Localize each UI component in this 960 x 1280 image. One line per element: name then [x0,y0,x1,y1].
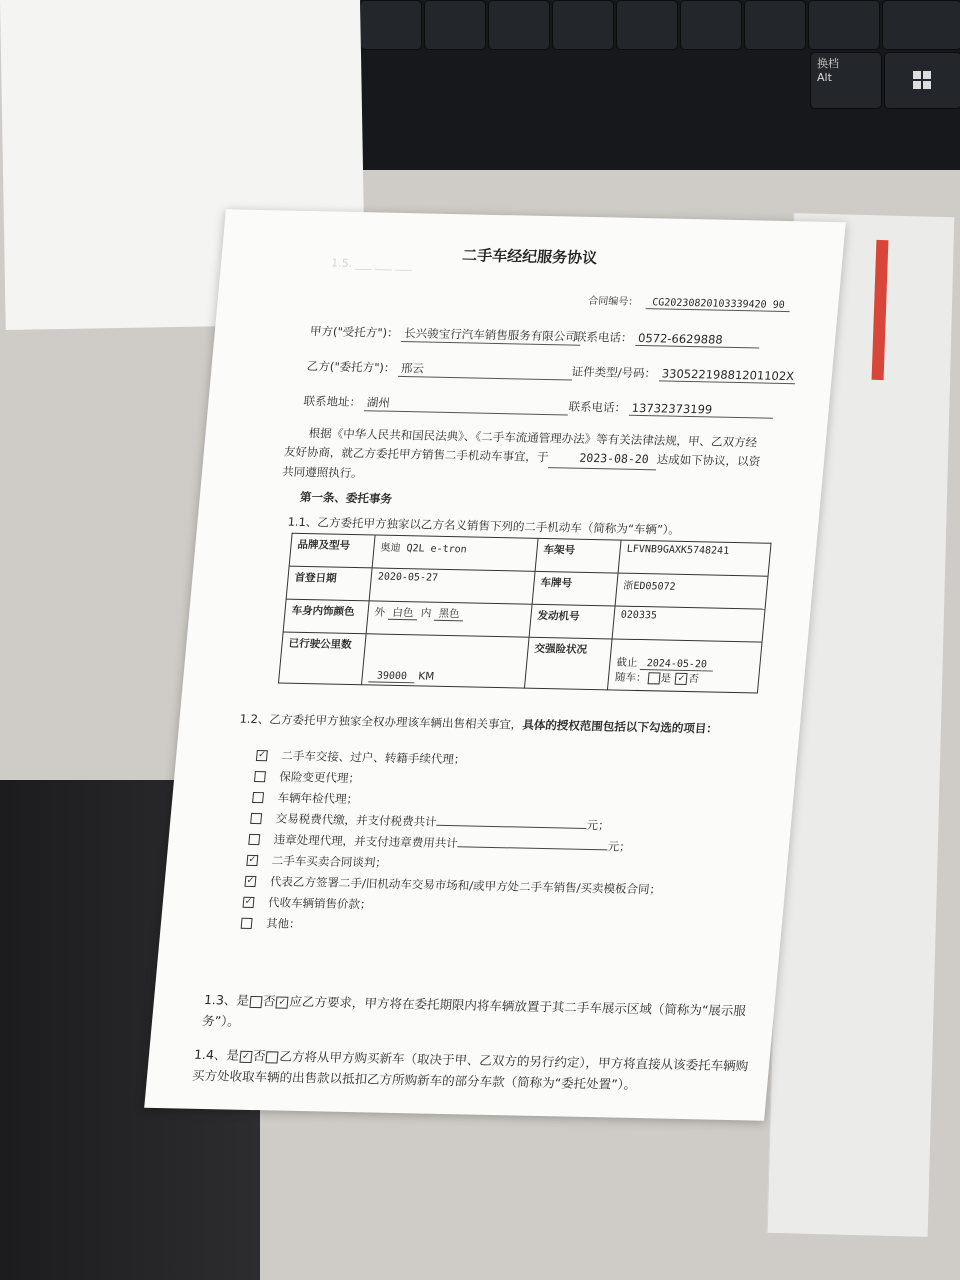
table-row [279,632,763,693]
checkbox-no: ✓ [675,673,688,685]
plate-value: 浙ED05072 [615,573,768,609]
checkbox [254,771,266,782]
contract-number: 合同编号： CG20230820103339420 90 [588,292,792,311]
id-row: 证件类型/号码： 33052219881201102X [571,364,795,384]
clause-1-4: 1.4、是 ✓ 否 乙方将从甲方购买新车（取决于甲、乙双方的另行约定），甲方将直接从该委托车辆购买方处收取车辆的出售款以抵扣乙方所购新车的部分车款（简称为“委托处置”）。 [191,1046,749,1093]
reg-date-value: 2020-05-27 [369,568,535,604]
key [744,0,806,50]
key [552,0,614,50]
address: 湖州 [364,394,569,415]
vehicle-table [278,533,772,694]
checkbox-no: ✓ [276,996,289,1008]
section-heading: 第一条、委托事务 [299,489,393,506]
mileage-value: 39000 KM [361,634,529,688]
mileage-label: 已行驶公里数 [279,632,367,685]
party-a-name: 长兴骏宝行汽车销售服务有限公司 [401,325,582,346]
checkbox [250,813,262,824]
id-number: 33052219881201102X [659,366,797,384]
checkbox [252,792,264,803]
party-b-phone: 13732373199 [629,401,774,419]
brand-label: 品牌及型号 [289,533,375,568]
checkbox [248,834,260,845]
key [680,0,742,50]
clause-1-1: 1.1、乙方委托甲方独家以乙方名义销售下列的二手机动车（简称为“车辆”）。 [287,514,681,537]
party-a-phone: 0572-6629888 [635,331,760,349]
key [488,0,550,50]
insurance-value: 截止 2024-05-20 随车： 是 ✓ 否 [607,639,762,693]
color-label: 车身内饰颜色 [283,599,369,634]
vin-label: 车架号 [535,538,621,573]
authorization-options [240,745,673,942]
checkbox-yes: ✓ [239,1050,252,1062]
clause-1-2: 1.2、乙方委托甲方独家全权办理该车辆出售相关事宜，具体的授权范围包括以下勾选的项目： [239,711,719,736]
plate-label: 车牌号 [532,571,618,606]
clause-1-3: 1.3、是 否 ✓ 应乙方要求，甲方将在委托期限内将车辆放置于其二手车展示区域（简称为“展示服务”）。 [201,991,747,1029]
party-b-row: 乙方("委托方")： 邢云 [306,358,574,381]
keyboard [360,0,960,170]
checkbox: ✓ [257,750,267,761]
option-item: 保险变更代理； [254,766,672,796]
party-a-row: 甲方("受托方")： 长兴骏宝行汽车销售服务有限公司 [309,323,582,346]
address-row: 联系地址： 湖州 [303,393,570,416]
key [616,0,678,50]
option-item: ✓ 二手车交接、过户、转籍手续代理； [257,748,467,767]
intro-paragraph: 根据《中华人民共和国民法典》、《二手车流通管理办法》等有关法律法规，甲、乙双方经友好协商，就乙方委托甲方销售二手机动车事宜，于 2023-08-20 达成如下协议，以资共同遵照执行。 [281,426,761,481]
checkbox-no [266,1051,279,1063]
contract-page [144,209,846,1120]
bleed-through-text: 1.5. ___ ___ ___ [330,256,413,272]
brand-value: 奥迪 Q2L e-tron [372,535,538,571]
checkbox: ✓ [246,875,255,886]
option-item: ✓ 代表乙方签署二手/旧机动车交易市场和/或甲方处二手车销售/买卖模板合同； [246,874,662,897]
key [424,0,486,50]
option-item: ✓ 代收车辆销售价款； [244,895,373,912]
key [808,0,880,50]
vin-value: LFVNB9GAXK5748241 [618,540,771,576]
insurance-until: 2024-05-20 [640,658,713,671]
reg-date-label: 首登日期 [286,566,372,601]
checkbox: ✓ [248,854,257,866]
color-value: 外 白色 内 黑色 [366,601,532,637]
windows-key [884,52,960,109]
windows-icon [913,71,931,89]
insurance-label: 交强险状况 [524,637,612,690]
option-item: 其他： [240,913,658,943]
party-a-phone-row: 联系电话： 0572-6629888 [574,329,761,349]
key [360,0,422,50]
key [882,0,960,50]
party-b-name: 邢云 [398,360,574,381]
alt-key: 换档 Alt [810,52,882,109]
engine-value: 020335 [612,606,765,642]
engine-label: 发动机号 [529,604,615,639]
option-item: ✓ 二手车买卖合同谈判； [248,853,388,870]
party-b-phone-row: 联系电话： 13732373199 [568,398,775,418]
document-title: 二手车经纪服务协议 [461,246,598,268]
checkbox-yes [249,995,262,1007]
checkbox-yes [647,672,660,684]
checkbox [241,918,253,929]
exterior-color: 白色 [388,607,418,621]
agreement-date: 2023-08-20 [547,448,657,470]
interior-color: 黑色 [434,608,464,622]
option-item: 交易税费代缴，并支付税费共计 元； [250,808,668,838]
checkbox: ✓ [244,896,253,907]
option-item: 车辆年检代理； [252,787,670,817]
option-item: 违章处理代理，并支付违章费用共计 元； [248,829,666,859]
